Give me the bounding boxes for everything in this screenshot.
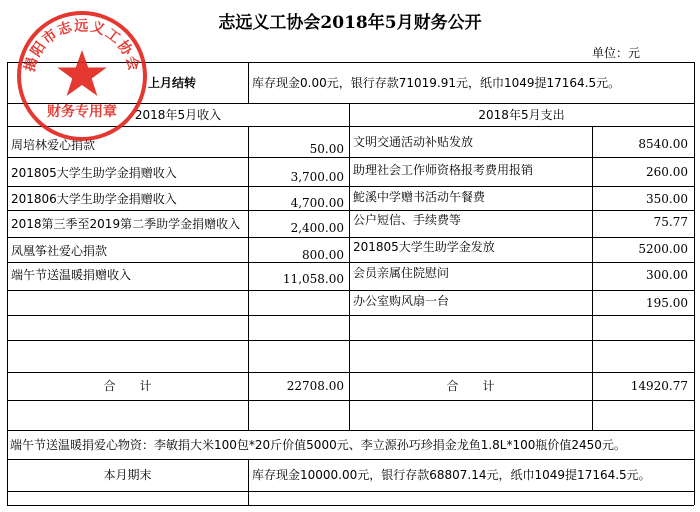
table-rule — [7, 210, 694, 211]
table-rule — [7, 459, 694, 460]
table-rule — [7, 315, 694, 316]
svg-text:财务专用章: 财务专用章 — [47, 104, 117, 120]
income-item-name: 201805大学生助学金捐赠收入 — [11, 166, 177, 180]
income-item-name: 凤凰筝社爱心捐款 — [11, 244, 108, 258]
table-rule — [7, 491, 694, 492]
expense-header: 2018年5月支出 — [478, 108, 565, 122]
expense-item-name: 文明交通活动补贴发放 — [353, 135, 474, 149]
income-item-name: 201806大学生助学金捐赠收入 — [11, 192, 177, 206]
income-item-name: 2018第三季至2019第二季助学金捐赠收入 — [11, 217, 241, 231]
table-rule — [7, 186, 694, 187]
table-rule — [694, 62, 695, 505]
income-item-amount: 2,400.00 — [290, 221, 344, 235]
expense-item-name: 201805大学生助学金发放 — [353, 240, 495, 254]
expense-item-name: 鮀溪中学赠书活动午餐费 — [353, 190, 486, 204]
table-rule — [7, 262, 694, 263]
table-rule — [7, 157, 694, 158]
finance-seal — [12, 6, 152, 146]
expense-item-amount: 8540.00 — [638, 137, 688, 151]
end-month-text: 库存现金10000.00元，银行存款68807.14元，纸巾1049提17164.5元。 — [252, 468, 651, 482]
expense-item-amount: 195.00 — [646, 296, 688, 310]
income-header: 2018年5月收入 — [134, 108, 222, 122]
table-rule — [7, 400, 694, 401]
expense-item-amount: 75.77 — [653, 215, 688, 229]
expense-total: 14920.77 — [630, 379, 688, 393]
prev-month-label: 上月结转 — [148, 76, 197, 90]
page-title: 志远义工协会2018年5月财务公开 — [218, 13, 482, 33]
unit-label: 单位：元 — [591, 46, 640, 60]
table-rule — [7, 372, 694, 373]
income-item-amount: 4,700.00 — [290, 196, 344, 210]
prev-month-text: 库存现金0.00元，银行存款71019.91元，纸巾1049提17164.5元。 — [252, 76, 621, 90]
seal-star-icon — [57, 50, 106, 96]
svg-text:揭阳市志远义工协会: 揭阳市志远义工协会 — [22, 18, 142, 74]
income-item-name: 端午节送温暖捐赠收入 — [11, 268, 132, 282]
expense-total-label: 合 计 — [446, 379, 495, 393]
income-item-amount: 11,058.00 — [282, 272, 344, 286]
expense-item-amount: 300.00 — [646, 268, 688, 282]
end-month-label: 本月期末 — [103, 468, 152, 482]
table-rule — [7, 62, 8, 505]
expense-item-amount: 260.00 — [646, 165, 688, 179]
income-total-label: 合 计 — [103, 379, 152, 393]
table-rule — [7, 237, 694, 238]
table-rule — [7, 430, 694, 431]
expense-item-name: 公户短信、手续费等 — [353, 213, 462, 227]
expense-item-name: 办公室购风扇一台 — [353, 294, 450, 308]
expense-item-name: 会员亲属住院慰问 — [353, 266, 450, 280]
expense-item-amount: 350.00 — [646, 192, 688, 206]
table-rule — [248, 459, 249, 505]
table-rule — [7, 505, 694, 506]
expense-item-name: 助理社会工作师资格报考费用报销 — [353, 163, 534, 177]
income-total: 22708.00 — [286, 379, 344, 393]
table-rule — [248, 62, 249, 103]
material-donation-note: 端午节送温暖捐爱心物资：李敏捐大米100包*20斤价值5000元、李立源孙巧珍捐金龙鱼1.8L*100瓶价值2450元。 — [10, 438, 626, 452]
table-rule — [7, 340, 694, 341]
expense-item-amount: 5200.00 — [638, 242, 688, 256]
income-item-amount: 3,700.00 — [290, 170, 344, 184]
income-item-amount: 800.00 — [302, 248, 344, 262]
income-item-amount: 50.00 — [309, 142, 344, 156]
income-item-name: 周培林爱心捐款 — [11, 138, 96, 152]
table-rule — [7, 290, 694, 291]
